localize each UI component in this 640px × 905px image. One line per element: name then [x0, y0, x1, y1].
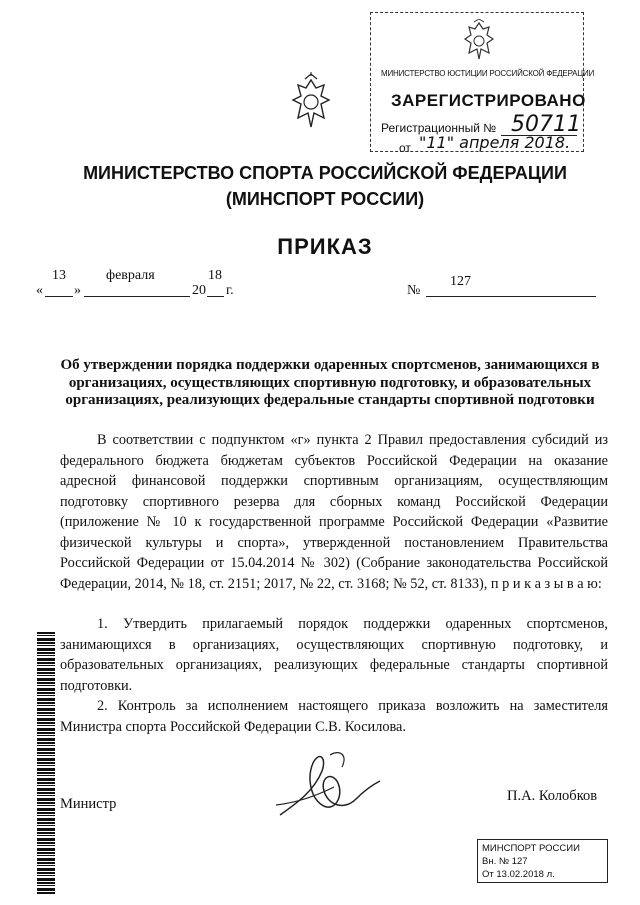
year-prefix: 20: [192, 283, 206, 298]
year-underline: [207, 296, 224, 297]
coat-of-arms-icon: [288, 72, 334, 132]
coat-of-arms-icon: [459, 19, 499, 65]
order-number-label: №: [407, 283, 421, 298]
signer-title: Министр: [60, 796, 117, 812]
order-number: 127: [450, 274, 471, 289]
order-day: 13: [52, 268, 66, 283]
order-month: февраля: [106, 268, 155, 283]
registration-stamp: [370, 12, 595, 155]
open-quote: «: [36, 283, 43, 298]
reg-mark-date: От 13.02.2018 л.: [482, 869, 555, 880]
stamp-ministry-name: МИНИСТЕРСТВО ЮСТИЦИИ РОССИЙСКОЙ ФЕДЕРАЦИИ: [381, 69, 595, 78]
signer-name: П.А. Колобков: [507, 788, 598, 804]
signature-image: [272, 745, 384, 829]
organization-name: МИНИСТЕРСТВО СПОРТА РОССИЙСКОЙ ФЕДЕРАЦИИ: [83, 163, 567, 183]
stamp-reg-number: 50711: [511, 112, 581, 137]
barcode: [37, 632, 55, 894]
organization-title: [60, 160, 590, 212]
year-suffix: г.: [226, 283, 234, 298]
close-quote: »: [74, 283, 81, 298]
body-paragraph-3: 2. Контроль за исполнением настоящего приказа возложить на заместителя Министра спорта Российской Федерации С.В. Косилова.: [60, 698, 608, 735]
document-subject: Об утверждении порядка поддержки одаренных спортсменов, занимающихся в организациях, осуществляющих спортивную подготовку, и образовательных организациях, реализующих федеральные стандарты спортивной подготовки: [60, 357, 600, 408]
reg-mark-org: МИНСПОРТ РОССИИ: [482, 843, 580, 854]
month-underline: [84, 296, 190, 297]
stamp-reg-label: Регистрационный №: [381, 121, 497, 135]
stamp-registered-label: ЗАРЕГИСТРИРОВАНО: [391, 91, 586, 110]
body-paragraph-2: 1. Утвердить прилагаемый порядок поддержки одаренных спортсменов, занимающихся в организациях, осуществляющих спортивную подготовку, и образовательных организациях, реализующих федеральные стандарты спортивной подготовки.: [60, 616, 608, 694]
body-paragraph-1: В соответствии с подпунктом «г» пункта 2 Правил предоставления субсидий из федерального бюджета бюджетам субъектов Российской Федерации на оказание адресной финансовой поддержки спортивным организациям, осуществляющим подготовку спортивного резерва для сборных команд Российской Федерации (приложение № 10 к государственной программе Российской Федерации «Развитие физической культуры и спорта», утвержденной постановлением Правительства Российской Федерации от 15.04.2014 № 302) (Собрание законодательства Российской Федерации, 2014, № 18, ст. 2151; 2017, № 22, ст. 3168; № 52, ст. 8133), п р и к а з ы в а ю:: [60, 432, 608, 592]
incoming-registration-mark: [477, 839, 608, 883]
reg-mark-number: Вн. № 127: [482, 856, 528, 867]
organization-short-name: (МИНСПОРТ РОССИИ): [225, 189, 425, 209]
document-type: ПРИКАЗ: [277, 234, 373, 259]
stamp-reg-date: "11" апреля 2018.: [419, 133, 571, 152]
order-year: 18: [208, 268, 222, 283]
stamp-date-prefix: от: [399, 141, 411, 155]
number-underline: [426, 296, 596, 297]
day-underline: [45, 296, 73, 297]
